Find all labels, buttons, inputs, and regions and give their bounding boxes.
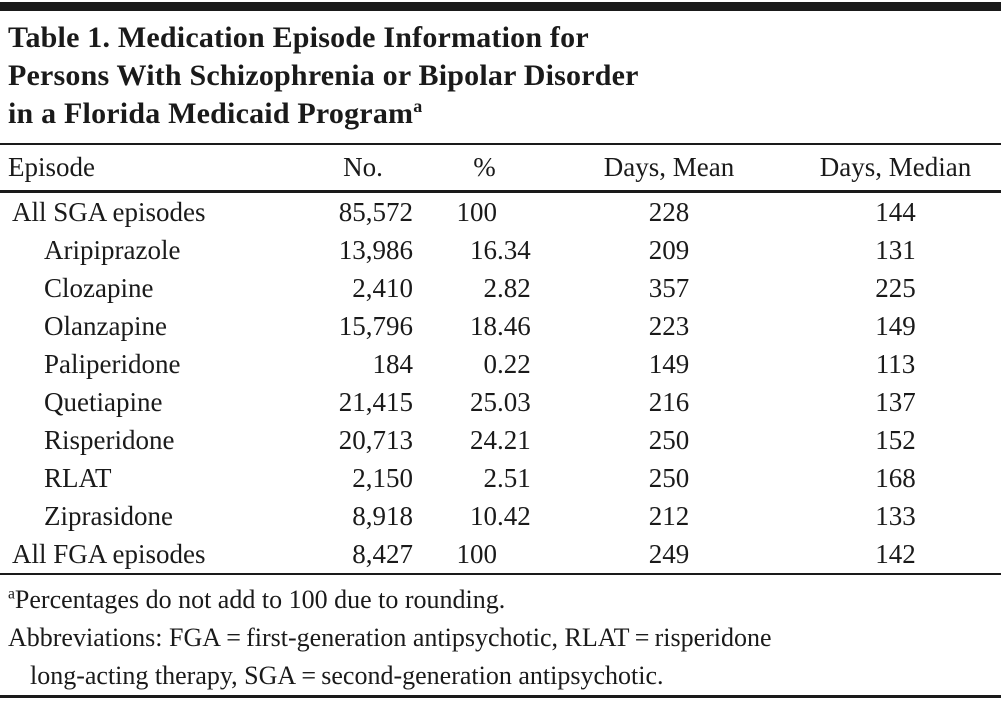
days-median-cell: 225	[875, 273, 916, 303]
table-row	[0, 421, 1001, 459]
days-mean-cell: 223	[648, 311, 690, 341]
pct-dec: .51	[497, 463, 531, 493]
pct-cell	[421, 307, 548, 345]
column-header-episode: Episode	[0, 145, 305, 192]
days-median-cell: 131	[875, 235, 916, 265]
pct-int: 100	[456, 539, 497, 569]
abbreviations-line-1: Abbreviations: FGA = first-generation antipsychotic, RLAT = risperidone	[8, 623, 772, 652]
pct-cell	[421, 383, 548, 421]
pct-int: 2	[483, 463, 497, 493]
pct-cell	[421, 269, 548, 307]
count-cell: 21,415	[338, 387, 413, 417]
pct-dec: .03	[497, 387, 531, 417]
footnote-a-text: Percentages do not add to 100 due to rounding.	[14, 585, 506, 614]
pct-cell	[421, 459, 548, 497]
episode-cell: Paliperidone	[44, 349, 181, 379]
days-mean-cell: 250	[648, 425, 690, 455]
days-median-cell: 133	[875, 501, 916, 531]
top-rule-bar	[0, 2, 1001, 11]
days-mean-cell: 249	[548, 535, 790, 574]
days-median-cell: 144	[875, 197, 916, 227]
pct-cell	[421, 345, 548, 383]
title-line-3	[8, 95, 993, 133]
bottom-rule-bar	[0, 695, 1001, 698]
table-title	[0, 11, 1001, 143]
title-line-1	[8, 19, 993, 57]
pct-dec: .22	[497, 349, 531, 379]
days-mean-cell: 209	[648, 235, 690, 265]
title-line-2	[8, 57, 993, 95]
days-mean-cell: 228	[648, 197, 690, 227]
days-mean-cell: 250	[648, 463, 690, 493]
count-cell: 85,572	[338, 197, 413, 227]
column-header-days-mean: Days, Mean	[548, 145, 790, 192]
column-header-pct: %	[421, 145, 548, 192]
pct-int: 25	[470, 387, 497, 417]
title-footnote-marker: a	[413, 96, 423, 116]
days-median-cell: 149	[875, 311, 916, 341]
pct-cell	[421, 192, 548, 232]
footnote-abbreviations	[8, 619, 993, 695]
episode-cell: RLAT	[44, 463, 112, 493]
pct-cell	[421, 535, 548, 574]
pct-dec: .21	[497, 425, 531, 455]
title-text: Persons With Schizophrenia or Bipolar Disorder	[8, 59, 639, 92]
pct-int: 100	[456, 197, 497, 227]
count-cell: 15,796	[338, 311, 413, 341]
days-median-cell: 142	[790, 535, 1001, 574]
medication-episode-table	[0, 145, 1001, 575]
days-median-cell: 168	[875, 463, 916, 493]
episode-cell: All SGA episodes	[12, 197, 206, 227]
table-row	[0, 307, 1001, 345]
table-row	[0, 535, 1001, 574]
table-row	[0, 269, 1001, 307]
days-median-cell: 137	[875, 387, 916, 417]
days-mean-cell: 357	[648, 273, 690, 303]
pct-dec: .46	[497, 311, 531, 341]
table-row	[0, 459, 1001, 497]
pct-cell	[421, 421, 548, 459]
table-row	[0, 383, 1001, 421]
episode-cell: Ziprasidone	[44, 501, 173, 531]
days-mean-cell: 212	[648, 501, 690, 531]
days-median-cell: 113	[875, 349, 916, 379]
column-header-no: No.	[305, 145, 421, 192]
footnote-a	[8, 581, 993, 619]
episode-cell: Aripiprazole	[44, 235, 181, 265]
episode-cell: Olanzapine	[44, 311, 167, 341]
count-cell: 13,986	[338, 235, 413, 265]
table-row	[0, 192, 1001, 232]
footnotes	[0, 575, 1001, 695]
footnote-a-marker: a	[8, 585, 15, 603]
pct-cell	[421, 497, 548, 535]
pct-dec: .82	[497, 273, 531, 303]
pct-int: 2	[483, 273, 497, 303]
pct-int: 18	[470, 311, 497, 341]
count-cell: 2,410	[352, 273, 413, 303]
count-cell: 8,427	[305, 535, 421, 574]
episode-cell: Clozapine	[44, 273, 154, 303]
title-text: Table 1. Medication Episode Information for	[8, 21, 589, 54]
episode-cell: Risperidone	[44, 425, 175, 455]
table-row	[0, 345, 1001, 383]
title-text: in a Florida Medicaid Program	[8, 97, 414, 130]
table-row	[0, 497, 1001, 535]
pct-int: 0	[483, 349, 497, 379]
days-median-cell: 152	[875, 425, 916, 455]
abbreviations-line-2: long-acting therapy, SGA = second-generation antipsychotic.	[30, 661, 664, 690]
table-row	[0, 231, 1001, 269]
header-row	[0, 145, 1001, 192]
episode-cell: All FGA episodes	[0, 535, 305, 574]
column-header-days-median: Days, Median	[790, 145, 1001, 192]
days-mean-cell: 149	[648, 349, 690, 379]
count-cell: 20,713	[338, 425, 413, 455]
days-mean-cell: 216	[648, 387, 690, 417]
count-cell: 8,918	[352, 501, 413, 531]
pct-int: 24	[470, 425, 497, 455]
table-header	[0, 145, 1001, 192]
episode-cell: Quetiapine	[44, 387, 163, 417]
table-body	[0, 192, 1001, 575]
count-cell: 2,150	[352, 463, 413, 493]
pct-dec: .42	[497, 501, 531, 531]
pct-dec: .34	[497, 235, 531, 265]
pct-int: 16	[470, 235, 497, 265]
pct-cell	[421, 231, 548, 269]
pct-int: 10	[470, 501, 497, 531]
count-cell: 184	[372, 349, 413, 379]
